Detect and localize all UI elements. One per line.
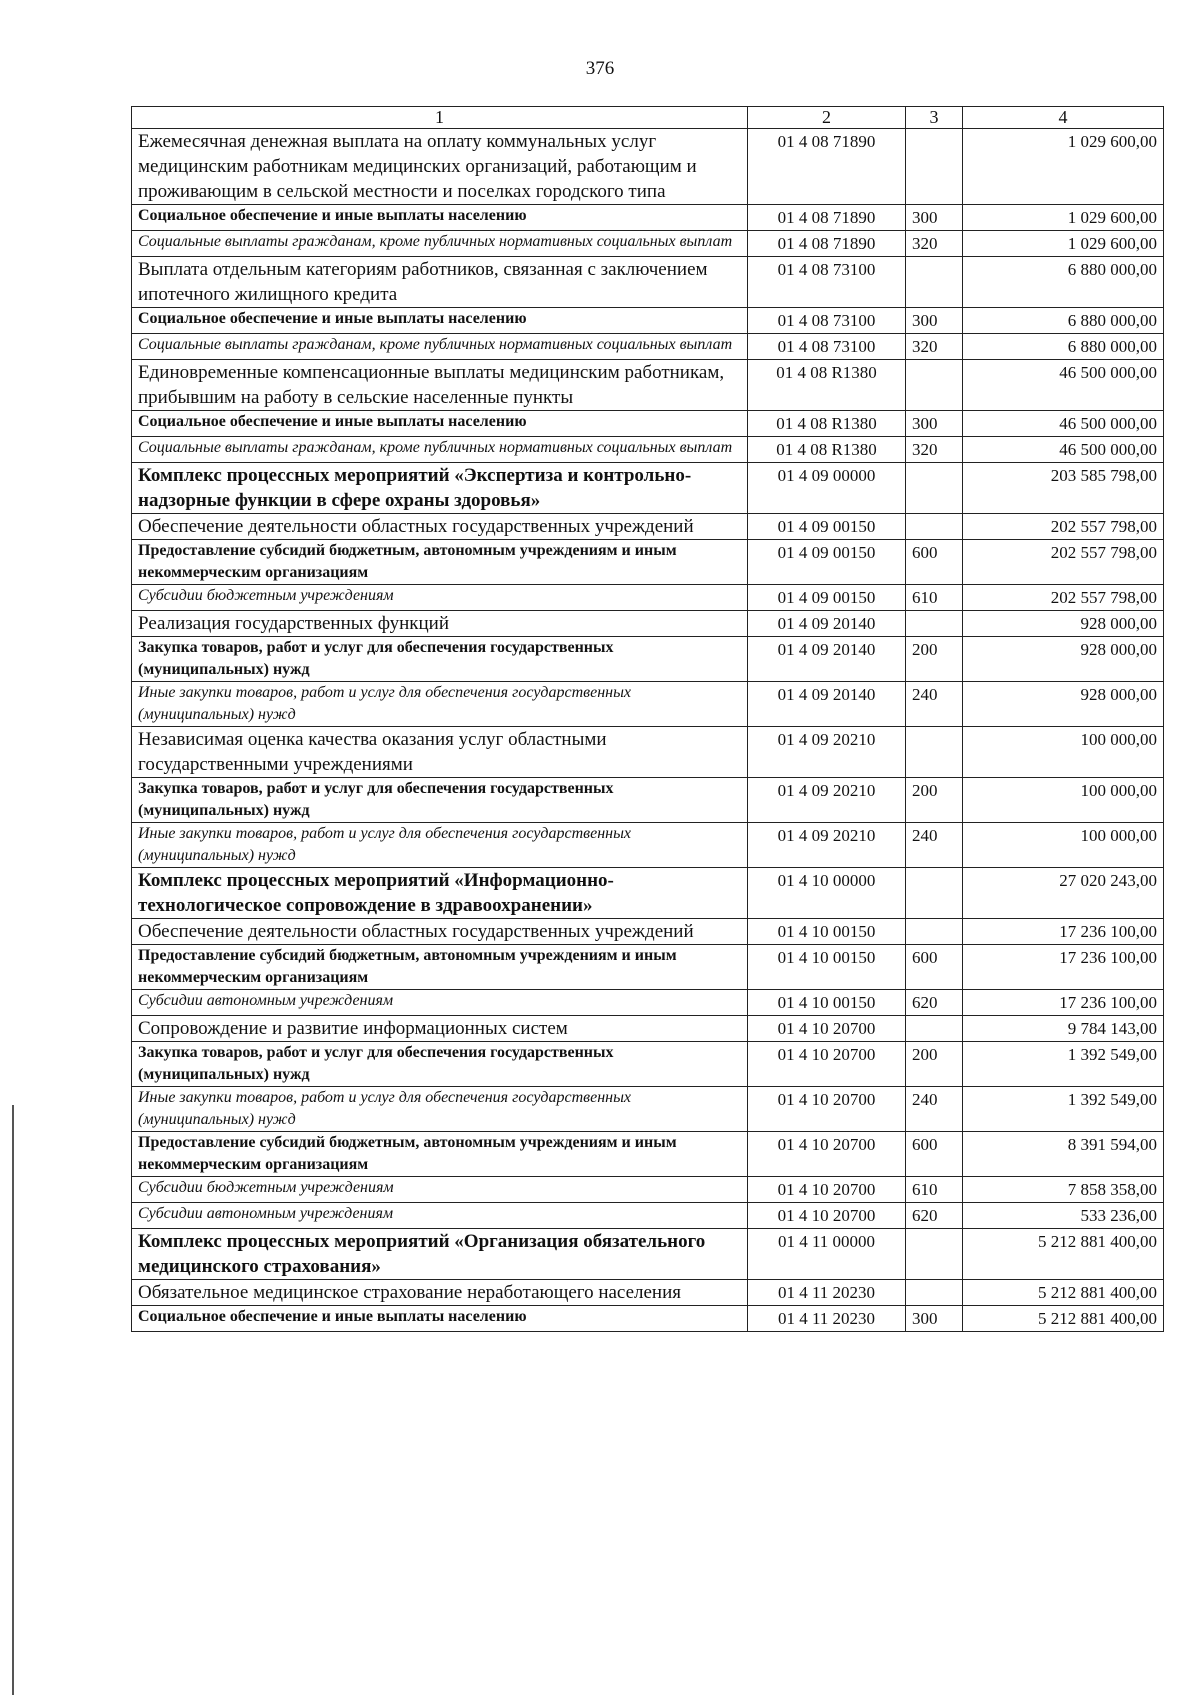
table-row xyxy=(132,257,1164,308)
row-expense-type-cell xyxy=(906,463,963,514)
row-name-cell: Иные закупки товаров, работ и услуг для обеспечения государственных (муниципальных) нужд xyxy=(132,823,748,868)
row-expense-type-cell xyxy=(906,919,963,945)
row-code-cell: 01 4 09 00150 xyxy=(748,585,906,611)
table-row xyxy=(132,1132,1164,1177)
row-amount-cell: 5 212 881 400,00 xyxy=(963,1306,1164,1332)
row-amount-cell: 17 236 100,00 xyxy=(963,945,1164,990)
table-row xyxy=(132,1280,1164,1306)
row-name-cell: Обеспечение деятельности областных государственных учреждений xyxy=(132,514,748,540)
row-amount-cell: 1 029 600,00 xyxy=(963,205,1164,231)
row-code-cell: 01 4 10 00150 xyxy=(748,919,906,945)
row-name-cell: Ежемесячная денежная выплата на оплату коммунальных услуг медицинским работникам медицинских организаций, работающим и проживающим в сельской местности и поселках городского типа xyxy=(132,129,748,205)
row-amount-cell: 46 500 000,00 xyxy=(963,360,1164,411)
row-code-cell: 01 4 10 00150 xyxy=(748,990,906,1016)
table-row xyxy=(132,868,1164,919)
row-amount-cell: 1 029 600,00 xyxy=(963,129,1164,205)
row-code-cell: 01 4 08 71890 xyxy=(748,205,906,231)
row-amount-cell: 1 392 549,00 xyxy=(963,1087,1164,1132)
table-row xyxy=(132,360,1164,411)
row-expense-type-cell: 300 xyxy=(906,205,963,231)
table-row xyxy=(132,637,1164,682)
table-row xyxy=(132,540,1164,585)
row-code-cell: 01 4 10 20700 xyxy=(748,1177,906,1203)
table-row xyxy=(132,945,1164,990)
row-amount-cell: 1 029 600,00 xyxy=(963,231,1164,257)
row-code-cell: 01 4 08 R1380 xyxy=(748,437,906,463)
row-code-cell: 01 4 08 71890 xyxy=(748,129,906,205)
row-amount-cell: 100 000,00 xyxy=(963,778,1164,823)
row-name-cell: Субсидии автономным учреждениям xyxy=(132,1203,748,1229)
row-name-cell: Обеспечение деятельности областных государственных учреждений xyxy=(132,919,748,945)
table-row xyxy=(132,919,1164,945)
row-amount-cell: 928 000,00 xyxy=(963,611,1164,637)
row-name-cell: Комплекс процессных мероприятий «Информационно-технологическое сопровождение в здравоохранении» xyxy=(132,868,748,919)
row-name-cell: Субсидии бюджетным учреждениям xyxy=(132,585,748,611)
row-name-cell: Комплекс процессных мероприятий «Экспертиза и контрольно-надзорные функции в сфере охраны здоровья» xyxy=(132,463,748,514)
table-row xyxy=(132,308,1164,334)
row-expense-type-cell xyxy=(906,1229,963,1280)
row-name-cell: Иные закупки товаров, работ и услуг для обеспечения государственных (муниципальных) нужд xyxy=(132,1087,748,1132)
table-row xyxy=(132,990,1164,1016)
row-code-cell: 01 4 09 00150 xyxy=(748,514,906,540)
binding-margin-line xyxy=(12,1105,14,1695)
row-expense-type-cell: 320 xyxy=(906,437,963,463)
row-amount-cell: 9 784 143,00 xyxy=(963,1016,1164,1042)
table-row xyxy=(132,437,1164,463)
row-amount-cell: 100 000,00 xyxy=(963,823,1164,868)
row-code-cell: 01 4 10 20700 xyxy=(748,1132,906,1177)
row-amount-cell: 6 880 000,00 xyxy=(963,334,1164,360)
row-name-cell: Социальное обеспечение и иные выплаты населению xyxy=(132,1306,748,1332)
row-code-cell: 01 4 08 R1380 xyxy=(748,360,906,411)
row-code-cell: 01 4 09 00150 xyxy=(748,540,906,585)
row-code-cell: 01 4 08 R1380 xyxy=(748,411,906,437)
row-expense-type-cell: 600 xyxy=(906,945,963,990)
row-expense-type-cell xyxy=(906,257,963,308)
row-amount-cell: 533 236,00 xyxy=(963,1203,1164,1229)
row-amount-cell: 5 212 881 400,00 xyxy=(963,1280,1164,1306)
row-expense-type-cell: 300 xyxy=(906,308,963,334)
table-row xyxy=(132,727,1164,778)
row-code-cell: 01 4 09 20140 xyxy=(748,637,906,682)
row-amount-cell: 202 557 798,00 xyxy=(963,585,1164,611)
row-name-cell: Субсидии автономным учреждениям xyxy=(132,990,748,1016)
header-col-4: 4 xyxy=(963,107,1164,129)
row-code-cell: 01 4 11 00000 xyxy=(748,1229,906,1280)
row-expense-type-cell xyxy=(906,1280,963,1306)
row-amount-cell: 17 236 100,00 xyxy=(963,919,1164,945)
row-name-cell: Выплата отдельным категориям работников, связанная с заключением ипотечного жилищного кредита xyxy=(132,257,748,308)
row-amount-cell: 17 236 100,00 xyxy=(963,990,1164,1016)
header-col-3: 3 xyxy=(906,107,963,129)
row-expense-type-cell: 620 xyxy=(906,990,963,1016)
table-row xyxy=(132,231,1164,257)
row-name-cell: Независимая оценка качества оказания услуг областными государственными учреждениями xyxy=(132,727,748,778)
row-amount-cell: 6 880 000,00 xyxy=(963,308,1164,334)
row-code-cell: 01 4 10 20700 xyxy=(748,1203,906,1229)
row-expense-type-cell xyxy=(906,360,963,411)
header-col-1: 1 xyxy=(132,107,748,129)
row-expense-type-cell xyxy=(906,727,963,778)
row-expense-type-cell: 240 xyxy=(906,823,963,868)
table-row xyxy=(132,611,1164,637)
table-row xyxy=(132,1042,1164,1087)
row-expense-type-cell: 240 xyxy=(906,682,963,727)
row-name-cell: Социальное обеспечение и иные выплаты населению xyxy=(132,205,748,231)
table-row xyxy=(132,411,1164,437)
row-expense-type-cell xyxy=(906,1016,963,1042)
row-amount-cell: 46 500 000,00 xyxy=(963,437,1164,463)
table-row xyxy=(132,585,1164,611)
row-amount-cell: 5 212 881 400,00 xyxy=(963,1229,1164,1280)
row-code-cell: 01 4 09 00000 xyxy=(748,463,906,514)
row-name-cell: Закупка товаров, работ и услуг для обеспечения государственных (муниципальных) нужд xyxy=(132,778,748,823)
row-name-cell: Единовременные компенсационные выплаты медицинским работникам, прибывшим на работу в сельские населенные пункты xyxy=(132,360,748,411)
table-row xyxy=(132,682,1164,727)
table-row xyxy=(132,1306,1164,1332)
row-code-cell: 01 4 10 20700 xyxy=(748,1042,906,1087)
row-expense-type-cell: 300 xyxy=(906,1306,963,1332)
row-amount-cell: 46 500 000,00 xyxy=(963,411,1164,437)
row-expense-type-cell xyxy=(906,611,963,637)
row-name-cell: Социальное обеспечение и иные выплаты населению xyxy=(132,308,748,334)
row-code-cell: 01 4 11 20230 xyxy=(748,1306,906,1332)
row-name-cell: Комплекс процессных мероприятий «Организация обязательного медицинского страхования» xyxy=(132,1229,748,1280)
row-name-cell: Сопровождение и развитие информационных систем xyxy=(132,1016,748,1042)
row-name-cell: Закупка товаров, работ и услуг для обеспечения государственных (муниципальных) нужд xyxy=(132,637,748,682)
row-expense-type-cell: 610 xyxy=(906,1177,963,1203)
table-row xyxy=(132,514,1164,540)
row-expense-type-cell: 320 xyxy=(906,334,963,360)
row-code-cell: 01 4 09 20210 xyxy=(748,727,906,778)
row-name-cell: Предоставление субсидий бюджетным, автономным учреждениям и иным некоммерческим организациям xyxy=(132,540,748,585)
table-row xyxy=(132,1229,1164,1280)
row-name-cell: Субсидии бюджетным учреждениям xyxy=(132,1177,748,1203)
table-header-row xyxy=(132,107,1164,129)
table-row xyxy=(132,823,1164,868)
row-amount-cell: 928 000,00 xyxy=(963,637,1164,682)
row-name-cell: Социальные выплаты гражданам, кроме публичных нормативных социальных выплат xyxy=(132,334,748,360)
row-amount-cell: 8 391 594,00 xyxy=(963,1132,1164,1177)
row-code-cell: 01 4 08 73100 xyxy=(748,257,906,308)
row-expense-type-cell: 200 xyxy=(906,637,963,682)
row-amount-cell: 202 557 798,00 xyxy=(963,540,1164,585)
table-body xyxy=(132,129,1164,1332)
row-code-cell: 01 4 08 73100 xyxy=(748,334,906,360)
row-expense-type-cell: 200 xyxy=(906,1042,963,1087)
header-col-2: 2 xyxy=(748,107,906,129)
row-expense-type-cell: 610 xyxy=(906,585,963,611)
table-row xyxy=(132,334,1164,360)
row-name-cell: Обязательное медицинское страхование неработающего населения xyxy=(132,1280,748,1306)
row-code-cell: 01 4 09 20210 xyxy=(748,778,906,823)
budget-table xyxy=(131,106,1164,1332)
row-expense-type-cell: 200 xyxy=(906,778,963,823)
row-code-cell: 01 4 10 20700 xyxy=(748,1016,906,1042)
row-code-cell: 01 4 08 73100 xyxy=(748,308,906,334)
table-row xyxy=(132,129,1164,205)
row-expense-type-cell: 240 xyxy=(906,1087,963,1132)
row-name-cell: Реализация государственных функций xyxy=(132,611,748,637)
row-code-cell: 01 4 09 20210 xyxy=(748,823,906,868)
row-name-cell: Социальные выплаты гражданам, кроме публичных нормативных социальных выплат xyxy=(132,437,748,463)
row-name-cell: Предоставление субсидий бюджетным, автономным учреждениям и иным некоммерческим организациям xyxy=(132,945,748,990)
table-row xyxy=(132,463,1164,514)
row-amount-cell: 928 000,00 xyxy=(963,682,1164,727)
row-name-cell: Социальное обеспечение и иные выплаты населению xyxy=(132,411,748,437)
row-name-cell: Закупка товаров, работ и услуг для обеспечения государственных (муниципальных) нужд xyxy=(132,1042,748,1087)
row-expense-type-cell xyxy=(906,868,963,919)
row-amount-cell: 27 020 243,00 xyxy=(963,868,1164,919)
row-expense-type-cell: 300 xyxy=(906,411,963,437)
row-expense-type-cell: 620 xyxy=(906,1203,963,1229)
row-amount-cell: 6 880 000,00 xyxy=(963,257,1164,308)
row-code-cell: 01 4 09 20140 xyxy=(748,682,906,727)
row-expense-type-cell xyxy=(906,129,963,205)
row-code-cell: 01 4 09 20140 xyxy=(748,611,906,637)
table-row xyxy=(132,205,1164,231)
row-amount-cell: 202 557 798,00 xyxy=(963,514,1164,540)
row-amount-cell: 203 585 798,00 xyxy=(963,463,1164,514)
row-expense-type-cell: 600 xyxy=(906,540,963,585)
row-code-cell: 01 4 11 20230 xyxy=(748,1280,906,1306)
row-expense-type-cell xyxy=(906,514,963,540)
page-number: 376 xyxy=(585,58,615,79)
row-code-cell: 01 4 08 71890 xyxy=(748,231,906,257)
table-row xyxy=(132,1203,1164,1229)
row-amount-cell: 7 858 358,00 xyxy=(963,1177,1164,1203)
row-name-cell: Предоставление субсидий бюджетным, автономным учреждениям и иным некоммерческим организациям xyxy=(132,1132,748,1177)
row-name-cell: Иные закупки товаров, работ и услуг для обеспечения государственных (муниципальных) нужд xyxy=(132,682,748,727)
row-code-cell: 01 4 10 00150 xyxy=(748,945,906,990)
row-expense-type-cell: 600 xyxy=(906,1132,963,1177)
table-row xyxy=(132,1087,1164,1132)
row-code-cell: 01 4 10 00000 xyxy=(748,868,906,919)
table-row xyxy=(132,778,1164,823)
table-row xyxy=(132,1177,1164,1203)
row-amount-cell: 100 000,00 xyxy=(963,727,1164,778)
row-amount-cell: 1 392 549,00 xyxy=(963,1042,1164,1087)
row-name-cell: Социальные выплаты гражданам, кроме публичных нормативных социальных выплат xyxy=(132,231,748,257)
table-row xyxy=(132,1016,1164,1042)
row-code-cell: 01 4 10 20700 xyxy=(748,1087,906,1132)
row-expense-type-cell: 320 xyxy=(906,231,963,257)
